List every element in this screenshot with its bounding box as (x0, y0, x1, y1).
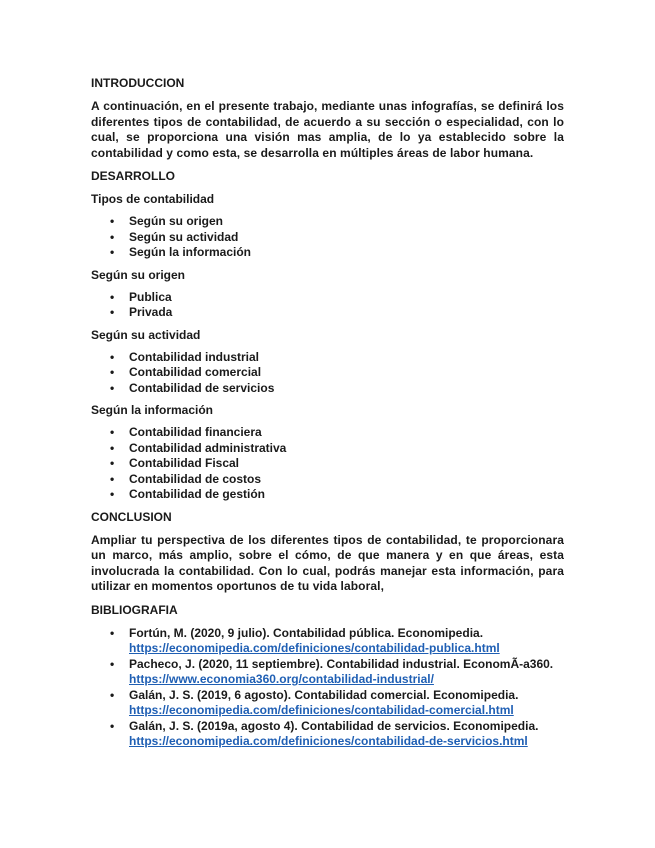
citation-link[interactable]: https://economipedia.com/definiciones/contabilidad-comercial.html (129, 703, 514, 717)
desarrollo-heading: DESARROLLO (91, 169, 175, 183)
bibliografia-list (91, 626, 564, 750)
bibliography-entry (91, 626, 564, 657)
informacion-title: Según la información (91, 403, 214, 417)
list-item: • Privada (91, 305, 564, 321)
document-content (91, 76, 564, 757)
conclusion-paragraph: Ampliar tu perspectiva de los diferentes tipos de contabilidad, te proporcionara un marco, más amplio, sobre el cómo, de que manera y en que áreas, esta involucrada la contabilidad. Con lo cual, podrás manejar esta información, para utilizar en momentos oportunos de tu vida laboral, (91, 532, 564, 593)
citation-text: Fortún, M. (2020, 9 julio). Contabilidad pública. Economipedia. (129, 625, 484, 640)
informacion-list (91, 425, 564, 503)
bibliography-entry (91, 657, 564, 688)
list-item: • Contabilidad Fiscal (91, 456, 564, 472)
intro-paragraph: A continuación, en el presente trabajo, mediante unas infografías, se definirá los diferentes tipos de contabilidad, de acuerdo a su sección o especialidad, con lo cual, se proporciona una visión mas amplia, de lo ya establecido sobre la contabilidad y como esta, se desarrolla en múltiples áreas de labor humana. (91, 99, 564, 160)
citation-text: Galán, J. S. (2019, 6 agosto). Contabilidad comercial. Economipedia. (129, 687, 519, 702)
origen-list (91, 290, 564, 321)
citation-text: Pacheco, J. (2020, 11 septiembre). Contabilidad industrial. EconomÃ-a360. (129, 656, 554, 671)
conclusion-heading: CONCLUSION (91, 509, 172, 524)
list-item: • Contabilidad industrial (91, 350, 564, 366)
bibliography-entry (91, 688, 564, 719)
bibliografia-heading: BIBLIOGRAFIA (91, 602, 178, 617)
tipos-list (91, 214, 564, 261)
list-item: • Contabilidad comercial (91, 365, 564, 381)
list-item: • Publica (91, 290, 564, 306)
actividad-list (91, 350, 564, 397)
list-item: • Según la información (91, 245, 564, 261)
citation-text: Galán, J. S. (2019a, agosto 4). Contabilidad de servicios. Economipedia. (129, 718, 539, 733)
intro-heading: INTRODUCCION (91, 76, 185, 90)
citation-link[interactable]: https://economipedia.com/definiciones/contabilidad-de-servicios.html (129, 734, 528, 748)
list-item: • Contabilidad de costos (91, 472, 564, 488)
list-item: • Contabilidad administrativa (91, 441, 564, 457)
citation-link[interactable]: https://economipedia.com/definiciones/contabilidad-publica.html (129, 641, 500, 655)
list-item: • Contabilidad de gestión (91, 487, 564, 503)
list-item: • Contabilidad de servicios (91, 381, 564, 397)
bibliography-entry (91, 719, 564, 750)
list-item: • Contabilidad financiera (91, 425, 564, 441)
origen-title: Según su origen (91, 267, 186, 282)
actividad-title: Según su actividad (91, 327, 201, 342)
citation-link[interactable]: https://www.economia360.org/contabilidad-industrial/ (129, 672, 434, 686)
tipos-title: Tipos de contabilidad (91, 192, 215, 206)
list-item: • Según su origen (91, 214, 564, 230)
list-item: • Según su actividad (91, 230, 564, 246)
